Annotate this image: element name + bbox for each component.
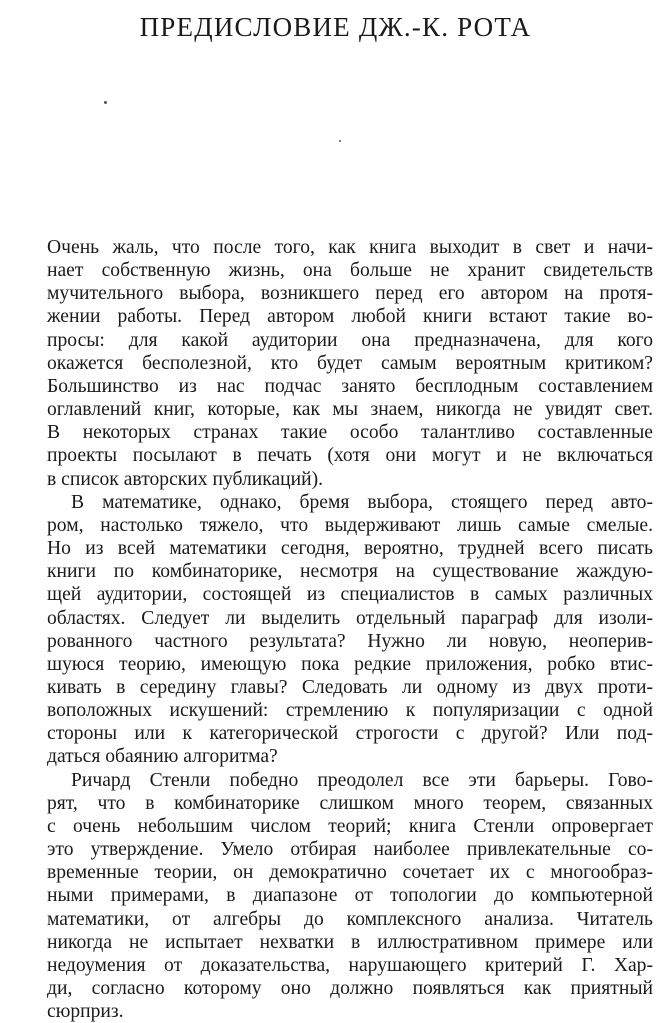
text-line: В некоторых странах такие особо талантливо составленные — [47, 422, 653, 444]
text-line: математики, от алгебры до комплексного анализа. Читатель — [47, 908, 653, 930]
text-line: рят, что в комбинаторике слишком много теорем, связанных — [47, 792, 653, 814]
text-line: оглавлений книг, которые, как мы знаем, никогда не увидят свет. — [47, 399, 653, 421]
text-line: нает собственную жизнь, она больше не хранит свидетельств — [47, 260, 653, 282]
text-line: Очень жаль, что после того, как книга выходит в свет и начи- — [47, 237, 653, 258]
text-line: ром, настолько тяжело, что выдерживают лишь самые смелые. — [47, 514, 653, 536]
text-line: мучительного выбора, возникшего перед его автором на протя- — [47, 283, 653, 305]
text-line: недоумения от доказательства, нарушающего критерий Г. Хар- — [47, 954, 653, 976]
paragraph — [47, 491, 653, 769]
text-line: ди, согласно которому оно должно появляться как приятный — [47, 978, 653, 999]
text-line: В математике, однако, бремя выбора, стоящего перед авто- — [71, 491, 653, 513]
text-line: это утверждение. Умело отбирая наиболее привлекательные со- — [47, 839, 653, 861]
text-line: щей аудитории, состоящей из специалистов в самых различных — [47, 584, 653, 606]
text-line: областях. Следует ли выделить отдельный параграф для изоли- — [47, 607, 653, 629]
text-line: сюрприз. — [47, 1001, 124, 1023]
body-text — [47, 236, 653, 1023]
text-line: Ричард Стенли победно преодолел все эти барьеры. Гово- — [71, 769, 653, 791]
paragraph — [47, 769, 653, 1023]
text-line: в список авторских публикаций). — [47, 468, 324, 490]
text-line: книги по комбинаторике, несмотря на существование жаждую- — [47, 561, 653, 583]
text-line: воположных искушений: стремлению к популяризации с одной — [47, 700, 653, 722]
text-line: никогда не испытает нехватки в иллюстративном примере или — [47, 931, 653, 953]
text-line: с очень небольшим числом теорий; книга Стенли опровергает — [47, 815, 653, 837]
text-line: стороны или к категорической строгости с другой? Или под- — [47, 723, 653, 745]
text-line: кивать в середину главы? Следовать ли одному из двух проти- — [47, 676, 653, 698]
text-line: Но из всей математики сегодня, вероятно, трудней всего писать — [47, 538, 653, 560]
text-line: окажется бесполезной, кто будет самым вероятным критиком? — [47, 352, 653, 374]
paragraph — [47, 236, 653, 491]
text-line: просы: для какой аудитории она предназначена, для кого — [47, 329, 653, 351]
print-speck — [339, 140, 341, 142]
text-line: временные теории, он демократично сочетает их с многообраз- — [47, 862, 653, 884]
text-line: даться обаянию алгоритма? — [47, 746, 278, 768]
text-line: ными примерами, в диапазоне от топологии до компьютерной — [47, 885, 653, 907]
text-line: жении работы. Перед автором любой книги встают такие во- — [47, 306, 653, 328]
text-line: шуюся теорию, имеющую пока редкие приложения, робко втис- — [47, 653, 653, 675]
page-title: ПРЕДИСЛОВИЕ ДЖ.-К. РОТА — [139, 12, 532, 42]
text-line: рованного частного результата? Нужно ли новую, неоперив- — [47, 630, 653, 652]
text-line: проекты посылают в печать (хотя они могут и не включаться — [47, 445, 653, 467]
text-line: Большинство из нас подчас занято бесплодным составлением — [47, 375, 653, 397]
print-speck — [104, 101, 107, 104]
